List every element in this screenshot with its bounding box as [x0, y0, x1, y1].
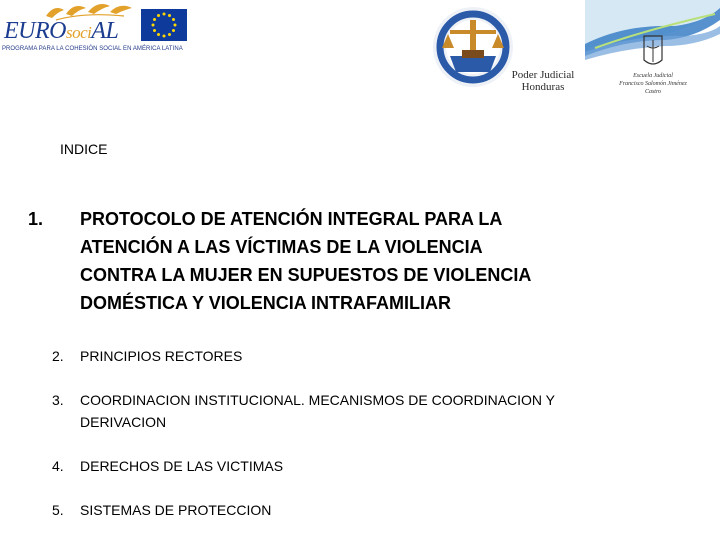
- toc-item-text-line: SISTEMAS DE PROTECCION: [80, 502, 272, 518]
- toc-item-3: [24, 389, 664, 433]
- eu-flag-icon: [141, 9, 187, 41]
- toc-item-1: [24, 205, 664, 317]
- page-header: [0, 0, 720, 100]
- toc-item-text-line: PROTOCOLO DE ATENCIÓN INTEGRAL PARA LA: [80, 209, 503, 229]
- toc-item-text-line: CONTRA LA MUJER EN SUPUESTOS DE VIOLENCIA: [80, 265, 532, 285]
- poder-judicial-label: Poder Judicial Honduras: [511, 69, 575, 93]
- toc-item-2: [24, 345, 664, 367]
- toc-item-text-line: ATENCIÓN A LAS VÍCTIMAS DE LA VIOLENCIA: [80, 237, 483, 257]
- toc-item-5: [24, 499, 664, 521]
- table-of-contents: [24, 205, 664, 521]
- toc-item-number: 5.: [52, 502, 64, 518]
- toc-item-text-line: DERIVACION: [80, 414, 167, 430]
- toc-item-number: 2.: [52, 348, 64, 364]
- eurosocial-wordmark: EUROsociAL: [4, 18, 119, 44]
- eurosocial-tagline: PROGRAMA PARA LA COHESIÓN SOCIAL EN AMÉRICA LATINA: [2, 46, 183, 52]
- toc-item-text-line: PRINCIPIOS RECTORES: [80, 348, 243, 364]
- toc-item-4: [24, 455, 664, 477]
- toc-item-number: 1.: [28, 209, 44, 229]
- escuela-judicial-label: Escuela Judicial Francisco Salomón Jiménez Castro: [619, 73, 687, 95]
- toc-item-text-line: DOMÉSTICA Y VIOLENCIA INTRAFAMILIAR: [80, 293, 452, 313]
- toc-item-number: 3.: [52, 392, 64, 408]
- toc-item-text-line: COORDINACION INSTITUCIONAL. MECANISMOS DE COORDINACION Y: [80, 392, 556, 408]
- toc-item-text-line: DERECHOS DE LAS VICTIMAS: [80, 458, 284, 474]
- page-title: INDICE: [60, 141, 108, 157]
- toc-item-number: 4.: [52, 458, 64, 474]
